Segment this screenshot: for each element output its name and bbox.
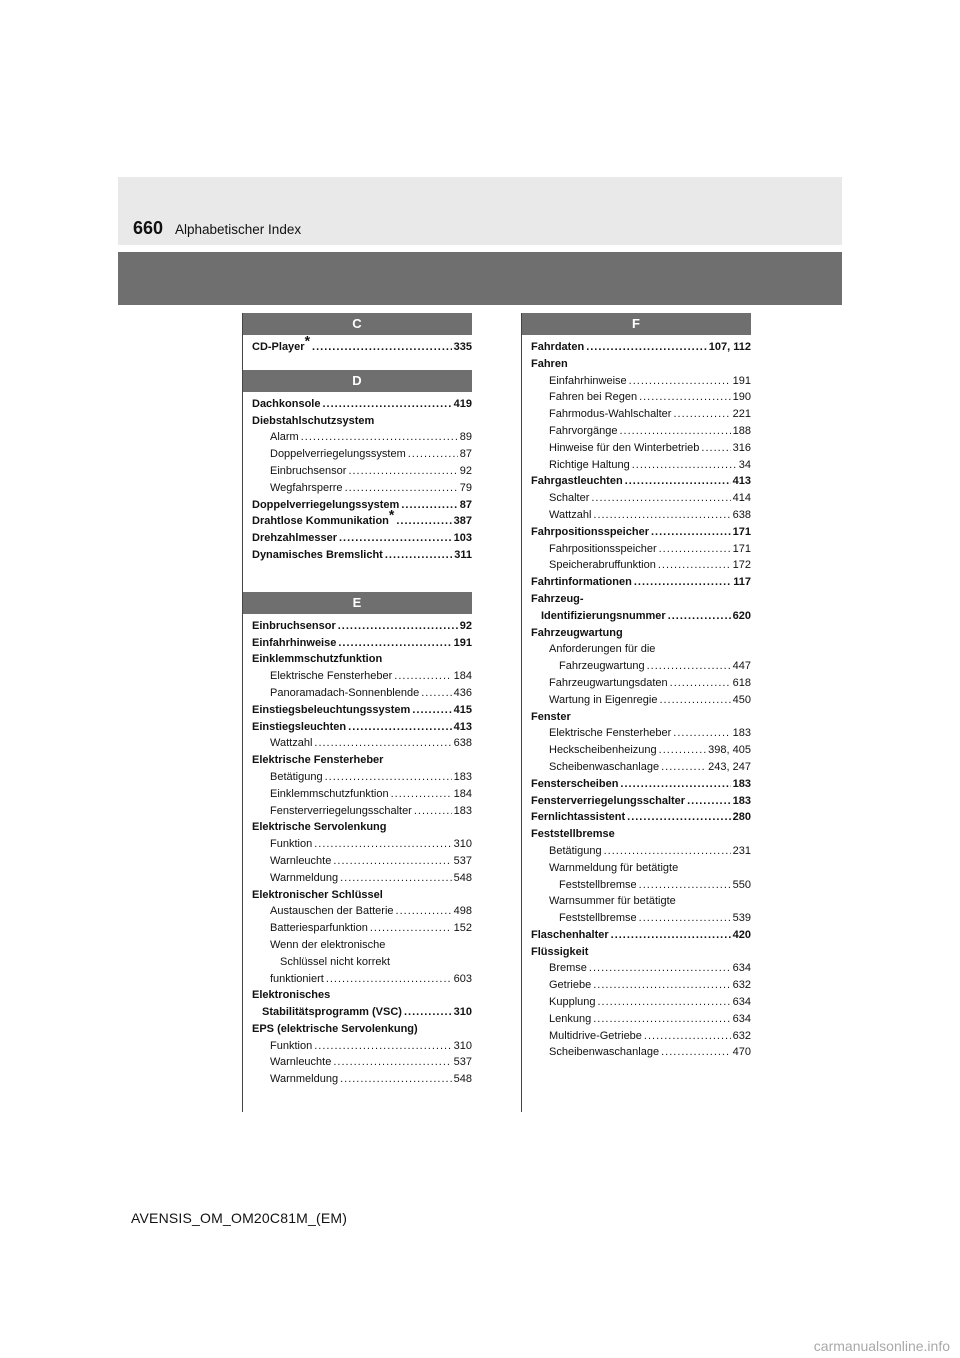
index-subentry: Hinweise für den Winterbetrieb ..... 316 <box>531 440 751 457</box>
index-subentry: Warnleuchte ..... 537 <box>252 1054 472 1071</box>
index-entry: Einstiegsleuchten ..... 413 <box>252 719 472 736</box>
index-subentry: Bremse ..... 634 <box>531 960 751 977</box>
index-subentry: Scheibenwaschanlage ..... 470 <box>531 1044 751 1061</box>
index-subentry: Elektrische Fensterheber ..... 183 <box>531 725 751 742</box>
index-subentry: Austauschen der Batterie ..... 498 <box>252 903 472 920</box>
index-entry: Einfahrhinweise ..... 191 <box>252 635 472 652</box>
index-entry: CD-Player* ..... 335 <box>252 339 472 356</box>
index-subentry: Wegfahrsperre ..... 79 <box>252 480 472 497</box>
column-divider <box>521 313 522 1112</box>
index-entry: Stabilitätsprogramm (VSC) ..... 310 <box>252 1004 472 1021</box>
section-c-entries <box>242 332 472 356</box>
chapter-band <box>118 252 842 305</box>
index-entry: Doppelverriegelungssystem ..... 87 <box>252 497 472 514</box>
index-entry: Elektrische Fensterheber <box>252 754 384 767</box>
index-entry: Flaschenhalter ..... 420 <box>531 927 751 944</box>
index-subentry: Schalter ..... 414 <box>531 490 751 507</box>
index-subentry: Heckscheibenheizung ..... 398, 405 <box>531 742 751 759</box>
index-subentry: Wartung in Eigenregie ..... 450 <box>531 692 751 709</box>
index-subentry: Betätigung ..... 231 <box>531 843 751 860</box>
index-subentry: Wenn der elektronische <box>270 938 386 951</box>
section-header-c: C <box>242 313 472 335</box>
index-entry: Fenster <box>531 710 571 723</box>
section-header-d: D <box>242 370 472 392</box>
index-column-right <box>521 313 751 1112</box>
index-subentry: Getriebe ..... 632 <box>531 977 751 994</box>
index-entry: Elektronisches <box>252 989 331 1002</box>
index-entry: Elektronischer Schlüssel <box>252 888 383 901</box>
index-subentry: Einbruchsensor ..... 92 <box>252 463 472 480</box>
index-column-left <box>242 313 472 1112</box>
index-subentry: Elektrische Fensterheber ..... 184 <box>252 668 472 685</box>
index-subentry: Fahrpositionsspeicher ..... 171 <box>531 541 751 558</box>
section-f-entries <box>521 335 751 1061</box>
index-entry: Einbruchsensor ..... 92 <box>252 618 472 635</box>
index-subentry: Multidrive-Getriebe ..... 632 <box>531 1028 751 1045</box>
index-entry: EPS (elektrische Servolenkung) <box>252 1022 418 1035</box>
index-subentry: Fensterverriegelungsschalter ..... 183 <box>252 803 472 820</box>
column-divider <box>242 313 243 1112</box>
index-subentry: Fahrvorgänge ..... 188 <box>531 423 751 440</box>
index-entry: Fahrpositionsspeicher ..... 171 <box>531 524 751 541</box>
index-subentry: Anforderungen für die <box>549 643 656 656</box>
index-entry: Feststellbremse <box>531 828 615 841</box>
index-subentry: Feststellbremse ..... 539 <box>531 910 751 927</box>
index-entry: Fensterverriegelungsschalter ..... 183 <box>531 793 751 810</box>
index-subentry: Fahrzeugwartungsdaten ..... 618 <box>531 675 751 692</box>
index-entry: Einstiegsbeleuchtungssystem ..... 415 <box>252 702 472 719</box>
page-number: 660 <box>133 218 164 238</box>
section-header-e: E <box>242 592 472 614</box>
index-subentry: Funktion ..... 310 <box>252 1038 472 1055</box>
index-subentry: Warnleuchte ..... 537 <box>252 853 472 870</box>
index-subentry: Betätigung ..... 183 <box>252 769 472 786</box>
watermark: carmanualsonline.info <box>813 1338 950 1354</box>
section-e-entries <box>242 614 472 1088</box>
index-subentry: Warnmeldung für betätigte <box>549 861 679 874</box>
index-entry: Fahrdaten ..... 107, 112 <box>531 339 751 356</box>
star-marker: * <box>304 332 311 349</box>
index-subentry: Fahrmodus-Wahlschalter ..... 221 <box>531 406 751 423</box>
index-entry: Dynamisches Bremslicht ..... 311 <box>252 547 472 564</box>
index-subentry: Fahrzeugwartung ..... 447 <box>531 658 751 675</box>
index-subentry: Kupplung ..... 634 <box>531 994 751 1011</box>
index-subentry: Einklemmschutzfunktion ..... 184 <box>252 786 472 803</box>
index-subentry: Wattzahl ..... 638 <box>531 507 751 524</box>
star-marker: * <box>388 506 395 523</box>
index-subentry: Warnmeldung ..... 548 <box>252 870 472 887</box>
index-subentry: Warnsummer für betätigte <box>549 895 676 908</box>
index-subentry: Wattzahl ..... 638 <box>252 735 472 752</box>
index-entry: Drehzahlmesser ..... 103 <box>252 530 472 547</box>
index-subentry: Feststellbremse ..... 550 <box>531 877 751 894</box>
index-entry: Einklemmschutzfunktion <box>252 653 383 666</box>
index-entry: Fahrgastleuchten ..... 413 <box>531 473 751 490</box>
index-entry: Diebstahlschutzsystem <box>252 414 375 427</box>
index-entry: Flüssigkeit <box>531 945 589 958</box>
index-subentry: Speicherabruffunktion ..... 172 <box>531 557 751 574</box>
index-subentry: Warnmeldung ..... 548 <box>252 1071 472 1088</box>
index-subentry: Doppelverriegelungssystem ..... 87 <box>252 446 472 463</box>
index-subentry: Alarm ..... 89 <box>252 429 472 446</box>
index-subentry: Fahren bei Regen ..... 190 <box>531 389 751 406</box>
index-subentry: Schlüssel nicht korrekt <box>280 955 391 968</box>
document-code: AVENSIS_OM_OM20C81M_(EM) <box>131 1210 348 1226</box>
index-entry: Drahtlose Kommunikation* ..... 387 <box>252 513 472 530</box>
index-subentry: funktioniert ..... 603 <box>252 971 472 988</box>
index-entry: Fahrtinformationen ..... 117 <box>531 574 751 591</box>
section-d-entries <box>242 392 472 564</box>
index-subentry: Lenkung ..... 634 <box>531 1011 751 1028</box>
section-header-f: F <box>521 313 751 335</box>
index-entry: Fernlichtassistent ..... 280 <box>531 809 751 826</box>
index-entry: Identifizierungsnummer ..... 620 <box>531 608 751 625</box>
index-entry: Elektrische Servolenkung <box>252 821 387 834</box>
index-entry: Fahren <box>531 357 568 370</box>
index-entry: Dachkonsole ..... 419 <box>252 396 472 413</box>
index-subentry: Panoramadach-Sonnenblende ..... 436 <box>252 685 472 702</box>
index-subentry: Funktion ..... 310 <box>252 836 472 853</box>
page-title: Alphabetischer Index <box>175 222 302 237</box>
index-entry: Fensterscheiben ..... 183 <box>531 776 751 793</box>
index-subentry: Scheibenwaschanlage ..... 243, 247 <box>531 759 751 776</box>
index-subentry: Einfahrhinweise ..... 191 <box>531 373 751 390</box>
index-subentry: Richtige Haltung ..... 34 <box>531 457 751 474</box>
index-subentry: Batteriesparfunktion ..... 152 <box>252 920 472 937</box>
index-entry: Fahrzeugwartung <box>531 626 623 639</box>
index-entry: Fahrzeug- <box>531 592 584 605</box>
